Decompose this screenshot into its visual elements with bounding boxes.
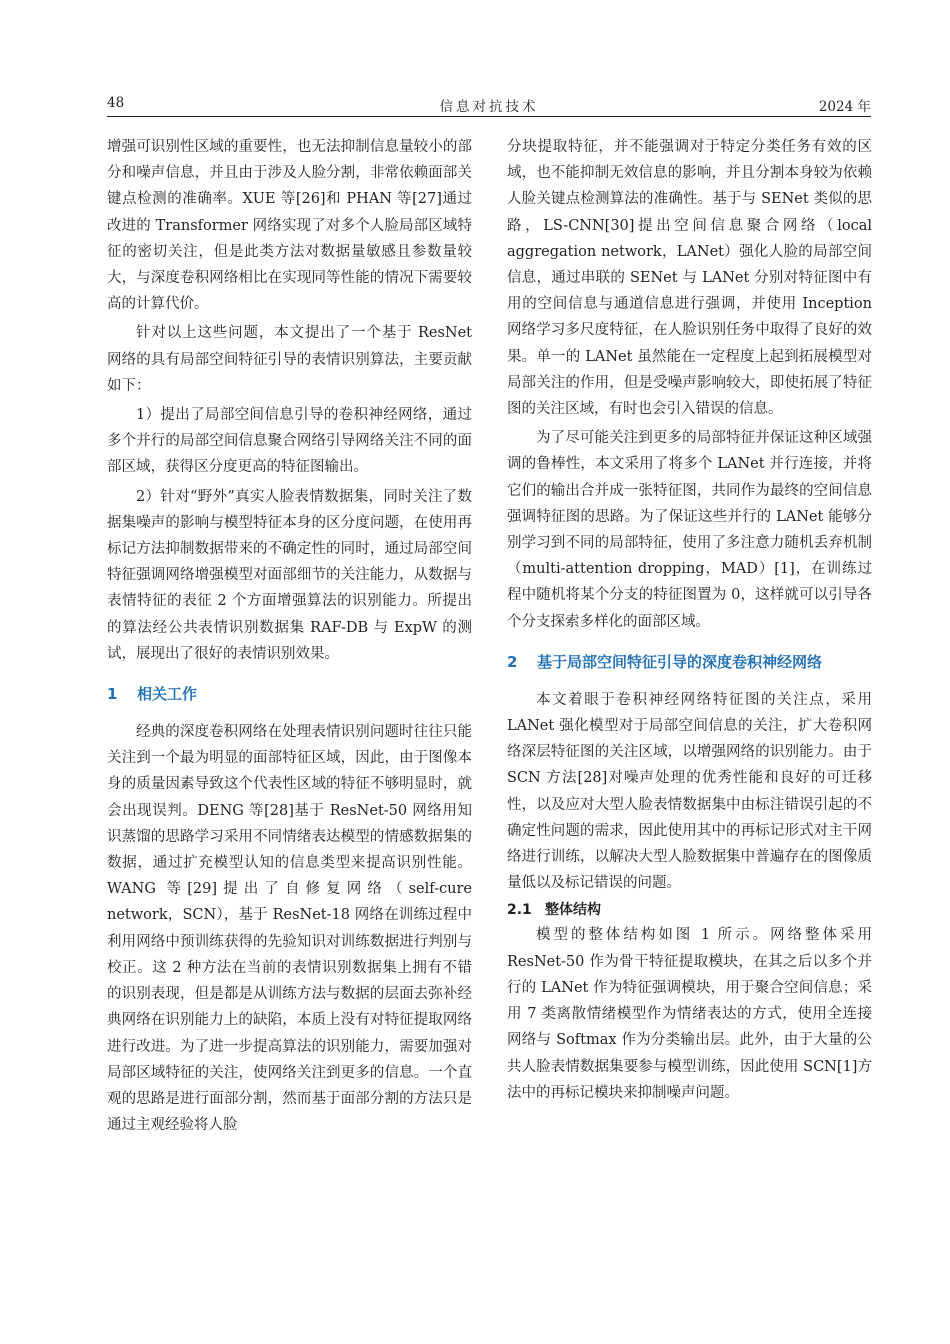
running-header bbox=[107, 92, 871, 117]
page-number: 48 bbox=[107, 95, 125, 111]
paragraph: 为了尽可能关注到更多的局部特征并保证这种区域强调的鲁棒性，本文采用了将多个 LANet 并行连接，并将它们的输出合并成一张特征图，共同作为最终的空间信息强调特征图的思路。为了保证这些并行的 LANet 能够分别学习到不同的局部特征，使用了多注意力随机丢弃机制（multi-attention dropping，MAD）[1]，在训练过程中随机将某个分支的特征图置为 0，这样就可以引导各个分支探索多样化的面部区域。 bbox=[507, 430, 872, 630]
paragraph: 2）针对“野外”真实人脸表情数据集，同时关注了数据集噪声的影响与模型特征本身的区分度问题，在使用再标记方法抑制数据带来的不确定性的同时，通过局部空间特征强调网络增强模型对面部细节的关注能力，从数据与表情特征的表征 2 个方面增强算法的识别能力。所提出的算法经公共表情识别数据集 RAF-DB 与 ExpW 的测试，展现出了很好的表情识别效果。 bbox=[107, 488, 472, 662]
section-title: 相关工作 bbox=[137, 685, 198, 704]
left-column bbox=[107, 134, 472, 1138]
subsection-number: 2.1 bbox=[507, 902, 532, 919]
journal-name: 信息对抗技术 bbox=[439, 99, 539, 115]
section-number: 2 bbox=[507, 652, 518, 671]
section-number: 1 bbox=[107, 685, 118, 704]
paragraph: 针对以上这些问题，本文提出了一个基于 ResNet 网络的具有局部空间特征引导的表情识别算法，主要贡献如下： bbox=[107, 325, 472, 394]
paragraph: 1）提出了局部空间信息引导的卷积神经网络，通过多个并行的局部空间信息聚合网络引导网络关注不同的面部区域，获得区分度更高的特征图输出。 bbox=[107, 407, 472, 476]
subsection-title: 整体结构 bbox=[545, 902, 601, 919]
section-heading bbox=[107, 681, 472, 707]
publication-year: 2024 年 bbox=[818, 99, 871, 115]
subsection-heading bbox=[507, 898, 872, 922]
section-title: 基于局部空间特征引导的深度卷积神经网络 bbox=[537, 652, 823, 671]
paragraph: 经典的深度卷积网络在处理表情识别问题时往往只能关注到一个最为明显的面部特征区域，因此，由于图像本身的质量因素导致这个代表性区域的特征不够明显时，就会出现误判。DENG 等[28]基于 ResNet-50 网络用知识蒸馏的思路学习采用不同情绪表达模型的情感数据集的数据，通过扩充模型认知的信息类型来提高识别性能。WANG 等[29]提出了自修复网络（self-cure network，SCN），基于 ResNet-18 网络在训练过程中利用网络中预训练获得的先验知识对训练数据进行判别与校正。这 2 种方法在当前的表情识别数据集上拥有不错的识别表现，但是都是从训练方法与数据的层面去弥补经典网络在识别能力上的缺陷，本质上没有对特征提取网络进行改进。为了进一步提高算法的识别能力，需要加强对局部区域特征的关注，使网络关注到更多的信息。一个直观的思路是进行面部分割，然而基于面部分割的方法只是通过主观经验将人脸 bbox=[107, 724, 472, 1134]
paragraph: 模型的整体结构如图 1 所示。网络整体采用 ResNet-50 作为骨干特征提取模块，在其之后以多个并行的 LANet 作为特征强调模块，用于聚合空间信息；采用 7 类离散情绪模型作为情绪表达的方式，使用全连接网络与 Softmax 作为分类输出层。此外，由于大量的公共人脸表情数据集要参与模型训练，因此使用 SCN[1]方法中的再标记模块来抑制噪声问题。 bbox=[507, 927, 872, 1101]
right-column bbox=[507, 134, 872, 1106]
section-heading bbox=[507, 649, 872, 675]
paragraph: 本文着眼于卷积神经网络特征图的关注点，采用 LANet 强化模型对于局部空间信息的关注，扩大卷积网络深层特征图的关注区域，以增强网络的识别能力。由于 SCN 方法[28]对噪声处理的优秀性能和良好的可迁移性，以及应对大型人脸表情数据集中由标注错误引起的不确定性问题的需求，因此使用其中的再标记形式对主干网络进行训练，以解决大型人脸数据集中普遍存在的图像质量低以及标记错误的问题。 bbox=[507, 691, 872, 892]
paragraph: 分块提取特征，并不能强调对于特定分类任务有效的区域，也不能抑制无效信息的影响，并且分割本身较为依赖人脸关键点检测算法的准确性。基于与 SENet 类似的思路，LS-CNN[30]提出空间信息聚合网络（local aggregation network，LANet）强化人脸的局部空间信息，通过串联的 SENet 与 LANet 分别对特征图中有用的空间信息与通道信息进行强调，并使用 Inception 网络学习多尺度特征，在人脸识别任务中取得了良好的效果。单一的 LANet 虽然能在一定程度上起到拓展模型对局部关注的作用，但是受噪声影响较大，即使拓展了特征图的关注区域，有时也会引入错误的信息。 bbox=[507, 139, 872, 418]
paragraph: 增强可识别性区域的重要性，也无法抑制信息量较小的部分和噪声信息，并且由于涉及人脸分割，非常依赖面部关键点检测的准确率。XUE 等[26]和 PHAN 等[27]通过改进的 Transformer 网络实现了对多个人脸局部区域特征的密切关注，但是此类方法对数据量敏感且参数量较大，与深度卷积网络相比在实现同等性能的情况下需要较高的计算代价。 bbox=[107, 139, 472, 313]
